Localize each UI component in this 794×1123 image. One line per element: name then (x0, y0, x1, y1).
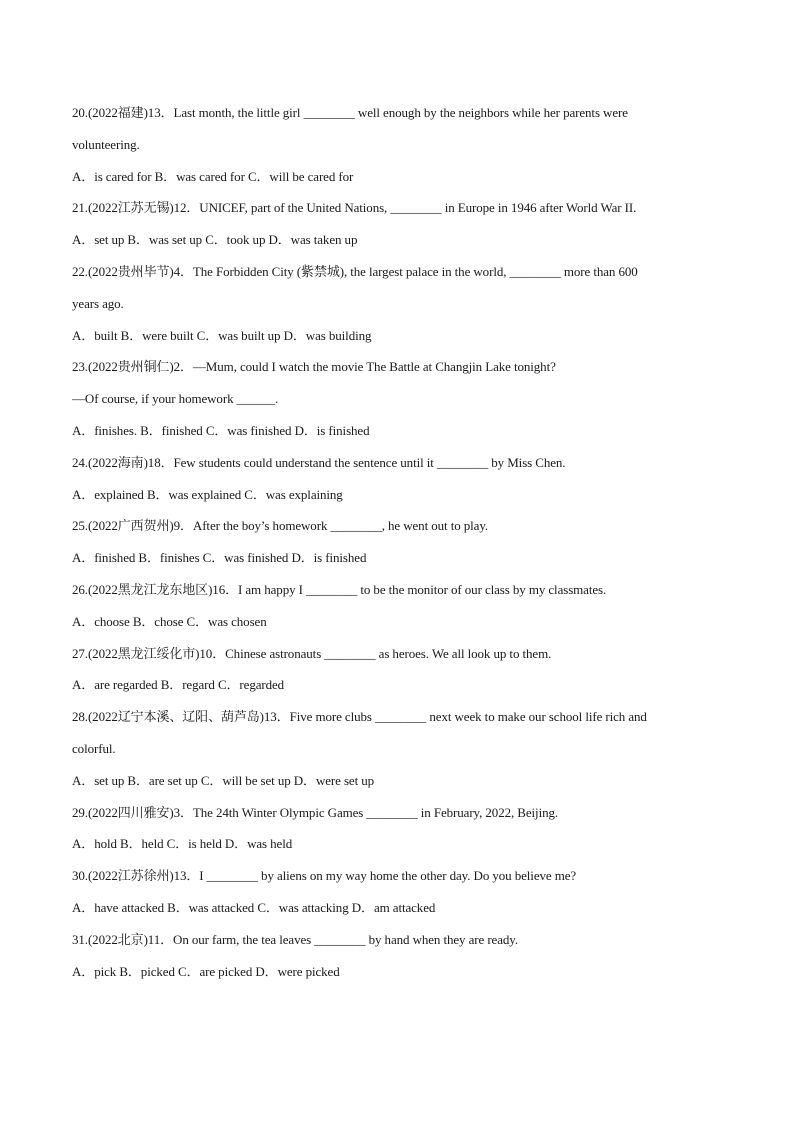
answer-options: A．built B．were built C．was built up D．was building (72, 327, 372, 343)
question-text: colorful. (72, 740, 116, 756)
question-item (72, 574, 722, 638)
question-list (72, 97, 722, 987)
question-item (72, 860, 722, 924)
answer-options: A．set up B．are set up C．will be set up D．were set up (72, 772, 375, 788)
question-text: 28.(2022辽宁本溪、辽阳、葫芦岛)13．Five more clubs ________ next week to make our school life rich and (72, 709, 647, 725)
question-item (72, 351, 722, 446)
question-item (72, 97, 722, 192)
answer-options: A．hold B．held C．is held D．was held (72, 836, 293, 852)
question-text: years ago. (72, 295, 124, 311)
question-text: —Of course, if your homework ______. (72, 391, 279, 407)
question-item (72, 638, 722, 702)
question-text: 25.(2022广西贺州)9．After the boy’s homework ________, he went out to play. (72, 518, 489, 534)
question-text: 24.(2022海南)18．Few students could understand the sentence until it ________ by Miss Chen. (72, 454, 566, 470)
question-text: 23.(2022贵州铜仁)2．—Mum, could I watch the movie The Battle at Changjin Lake tonight? (72, 359, 556, 375)
question-text: 26.(2022黑龙江龙东地区)16．I am happy I ________ to be the monitor of our class by my classmates. (72, 581, 607, 597)
question-text: 22.(2022贵州毕节)4．The Forbidden City (紫禁城), the largest palace in the world, ________ more than 600 (72, 263, 638, 279)
question-text: 29.(2022四川雅安)3．The 24th Winter Olympic Games ________ in February, 2022, Beijing. (72, 804, 559, 820)
question-item (72, 447, 722, 511)
answer-options: A．finishes. B．finished C．was finished D．is finished (72, 422, 370, 438)
question-item (72, 256, 722, 351)
answer-options: A．choose B．chose C．was chosen (72, 613, 267, 629)
question-item (72, 192, 722, 256)
question-item (72, 797, 722, 861)
question-item (72, 701, 722, 796)
question-item (72, 924, 722, 988)
question-text: 30.(2022江苏徐州)13．I ________ by aliens on my way home the other day. Do you believe me? (72, 868, 577, 884)
question-text: volunteering. (72, 136, 140, 152)
question-text: 21.(2022江苏无锡)12．UNICEF, part of the United Nations, ________ in Europe in 1946 after World War II. (72, 200, 637, 216)
answer-options: A．finished B．finishes C．was finished D．is finished (72, 550, 367, 566)
question-item (72, 510, 722, 574)
answer-options: A．set up B．was set up C．took up D．was taken up (72, 232, 358, 248)
answer-options: A．is cared for B．was cared for C．will be cared for (72, 168, 354, 184)
answer-options: A．have attacked B．was attacked C．was attacking D．am attacked (72, 899, 436, 915)
answer-options: A．are regarded B．regard C．regarded (72, 677, 285, 693)
question-text: 27.(2022黑龙江绥化市)10．Chinese astronauts ________ as heroes. We all look up to them. (72, 645, 552, 661)
answer-options: A．pick B．picked C．are picked D．were picked (72, 963, 340, 979)
answer-options: A．explained B．was explained C．was explaining (72, 486, 343, 502)
question-text: 20.(2022福建)13．Last month, the little girl ________ well enough by the neighbors while her parents were (72, 105, 628, 120)
question-text: 31.(2022北京)11．On our farm, the tea leaves ________ by hand when they are ready. (72, 931, 519, 947)
document-page (72, 97, 722, 987)
